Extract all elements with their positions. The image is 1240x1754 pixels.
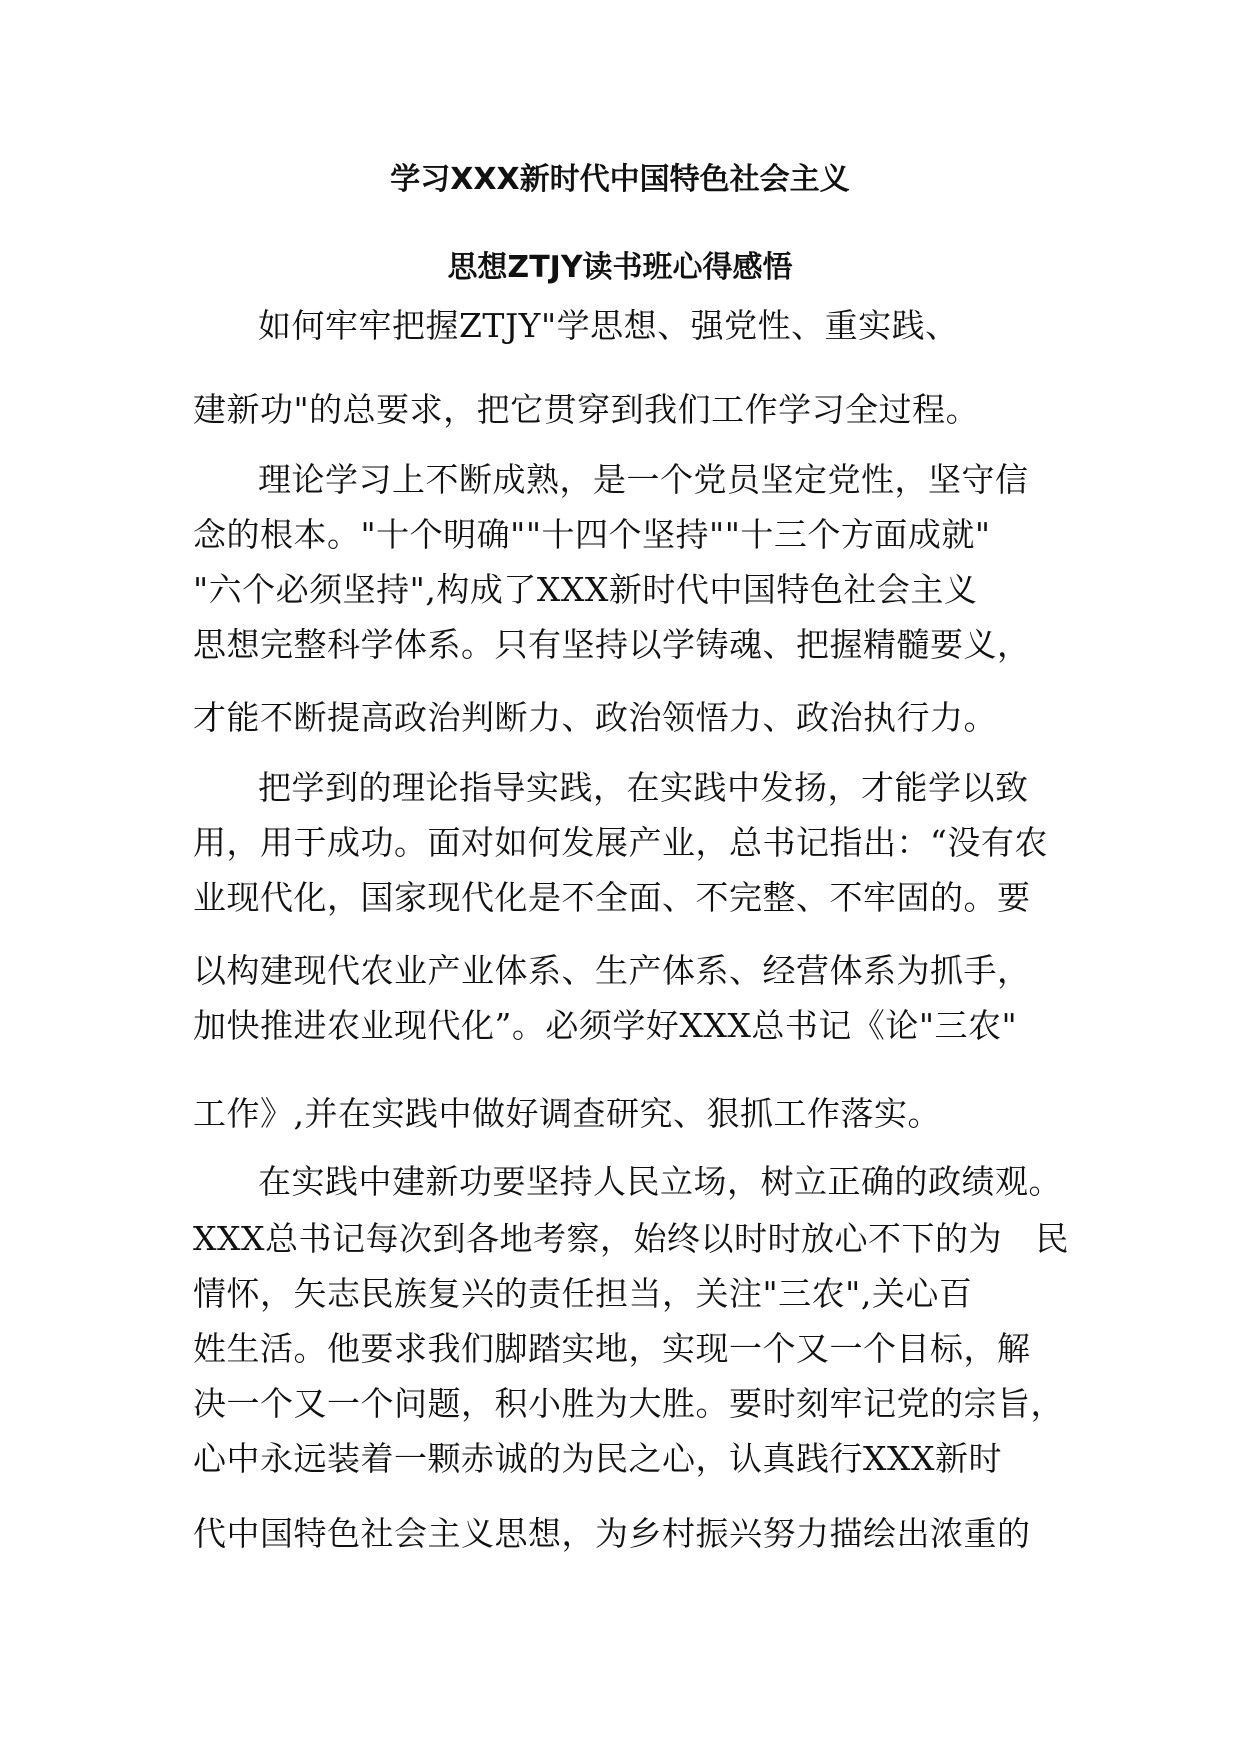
paragraph-1-line-2: 建新功"的总要求，把它贯穿到我们工作学习全过程。	[193, 390, 980, 429]
paragraph-4-line-4: 姓生活。他要求我们脚踏实地，实现一个又一个目标，解	[193, 1329, 1031, 1368]
paragraph-4-line-5: 决一个又一个问题，积小胜为大胜。要时刻牢记党的宗旨，	[193, 1384, 1064, 1423]
paragraph-3-line-5: 加快推进农业现代化”。必须学好XXX总书记《论"三农"	[193, 1006, 1018, 1045]
document-title-line-1: 学习XXX新时代中国特色社会主义	[390, 162, 850, 197]
paragraph-3-line-3: 业现代化，国家现代化是不全面、不完整、不牢固的。要	[193, 878, 1031, 917]
paragraph-3-line-6: 工作》,并在实践中做好调查研究、狠抓工作落实。	[193, 1094, 941, 1133]
paragraph-3-line-1: 把学到的理论指导实践，在实践中发扬，才能学以致	[258, 768, 1029, 807]
paragraph-2-line-4: 思想完整科学体系。只有坚持以学铸魂、把握精髓要义，	[193, 625, 1031, 664]
paragraph-4-line-2: XXX总书记每次到各地考察，始终以时时放心不下的为 民	[193, 1219, 1069, 1258]
paragraph-2-line-3: "六个必须坚持",构成了XXX新时代中国特色社会主义	[193, 570, 978, 609]
paragraph-1-line-1: 如何牢牢把握ZTJY"学思想、强党性、重实践、	[258, 306, 959, 345]
paragraph-4-line-3: 情怀，矢志民族复兴的责任担当，关注"三农",关心百	[193, 1274, 973, 1313]
paragraph-4-line-7: 代中国特色社会主义思想，为乡村振兴努力描绘出浓重的	[193, 1514, 1031, 1553]
paragraph-4-line-6: 心中永远装着一颗赤诚的为民之心，认真践行XXX新时	[193, 1439, 1002, 1478]
paragraph-2-line-2: 念的根本。"十个明确""十四个坚持""十三个方面成就"	[193, 515, 991, 554]
paragraph-3-line-2: 用，用于成功。面对如何发展产业，总书记指出：“没有农	[193, 823, 1048, 862]
paragraph-3-line-4: 以构建现代农业产业体系、生产体系、经营体系为抓手，	[193, 951, 1031, 990]
paragraph-4-line-1: 在实践中建新功要坚持人民立场，树立正确的政绩观。	[258, 1162, 1062, 1201]
paragraph-2-line-1: 理论学习上不断成熟，是一个党员坚定党性，坚守信	[258, 460, 1029, 499]
document-title-line-2: 思想ZTJY读书班心得感悟	[447, 250, 793, 285]
paragraph-2-line-5: 才能不断提高政治判断力、政治领悟力、政治执行力。	[193, 698, 997, 737]
